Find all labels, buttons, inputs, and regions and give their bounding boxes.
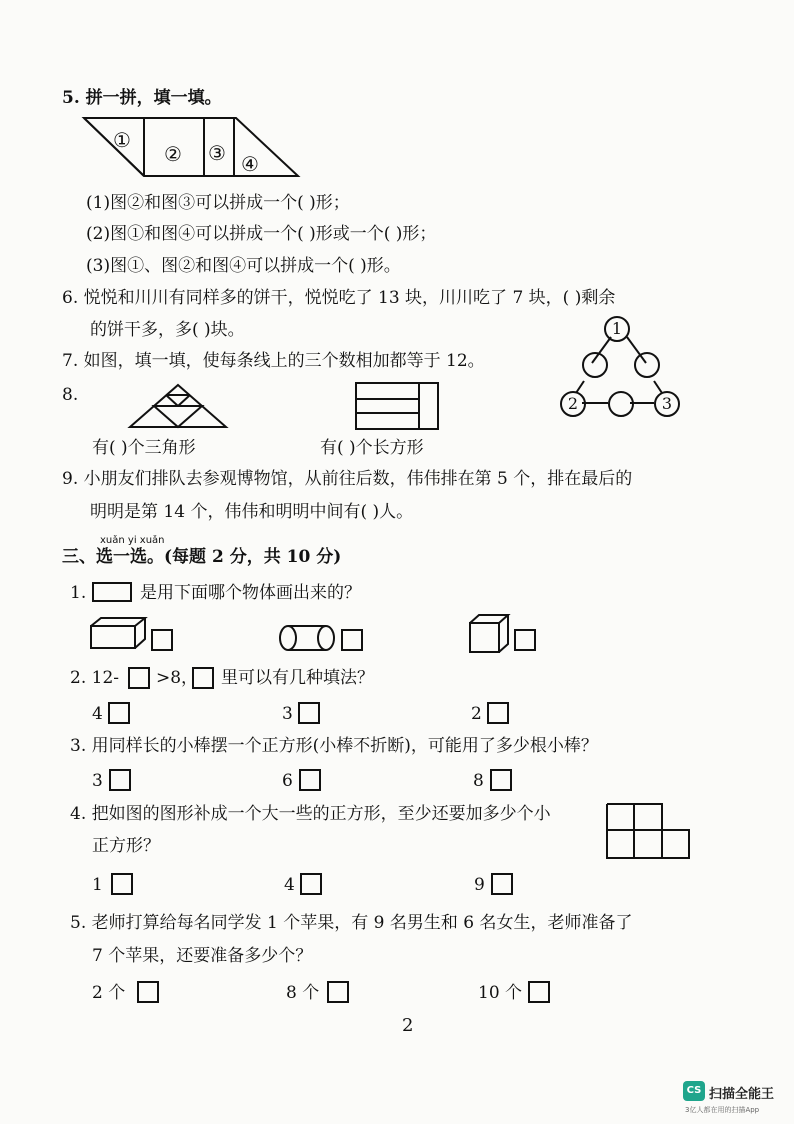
cuboid-icon	[90, 617, 146, 649]
s1-choice-cylinder[interactable]	[341, 629, 363, 651]
s2-option-b-checkbox[interactable]	[298, 702, 320, 724]
q5-title: 5. 拼一拼，填一填。	[62, 88, 222, 108]
s5-option-a-checkbox[interactable]	[137, 981, 159, 1003]
q7-line: 7. 如图，填一填，使每条线上的三个数相加都等于 12。	[62, 351, 485, 371]
q6-line1: 6. 悦悦和川川有同样多的饼干，悦悦吃了 13 块，川川吃了 7 块，( )剩余	[62, 288, 616, 308]
s1-choice-cuboid[interactable]	[151, 629, 173, 651]
s4-option-c-checkbox[interactable]	[491, 873, 513, 895]
s2-option-b-label: 3	[282, 704, 293, 724]
s4-grid-figure	[606, 803, 690, 859]
s3-option-b-checkbox[interactable]	[299, 769, 321, 791]
s2-blank-box-2	[192, 667, 214, 689]
s4-option-c-label: 9	[474, 875, 485, 895]
s3-option-c-label: 8	[473, 771, 484, 791]
cylinder-icon	[278, 624, 336, 652]
q5-line1: (1)图②和图③可以拼成一个( )形；	[86, 193, 350, 213]
cube-icon	[469, 614, 509, 654]
q7-node-right-mid[interactable]	[634, 352, 660, 378]
s2-option-a-checkbox[interactable]	[108, 702, 130, 724]
s3-option-c-checkbox[interactable]	[490, 769, 512, 791]
s2-option-c-label: 2	[471, 704, 482, 724]
q7-node-top[interactable]: 1	[604, 316, 630, 342]
q7-node-bottom-right[interactable]: 3	[654, 391, 680, 417]
s1-rectangle-figure	[92, 582, 132, 602]
q8-rectangle-answer: 有( )个长方形	[320, 438, 424, 458]
s5-option-a-label: 2 个	[92, 983, 126, 1003]
q7-node-bottom-left[interactable]: 2	[560, 391, 586, 417]
s4-line2: 正方形？	[92, 836, 160, 856]
s1-number: 1.	[70, 583, 87, 603]
camscanner-slogan: 3亿人都在用的扫描App	[685, 1106, 760, 1114]
s4-option-b-label: 4	[284, 875, 295, 895]
camscanner-name: 扫描全能王	[709, 1087, 775, 1102]
s1-choice-cube[interactable]	[514, 629, 536, 651]
shape-label-1: ①	[113, 128, 131, 152]
section3-pinyin: xuǎn yi xuǎn	[100, 535, 165, 546]
s2-option-c-checkbox[interactable]	[487, 702, 509, 724]
q8-number: 8.	[62, 385, 79, 405]
camscanner-watermark	[683, 1081, 793, 1117]
section3-title: 三、选一选。(每题 2 分，共 10 分)	[62, 547, 342, 567]
q7-node-left-mid[interactable]	[582, 352, 608, 378]
s1-text: 是用下面哪个物体画出来的？	[140, 583, 361, 603]
s2-option-a-label: 4	[92, 704, 103, 724]
q9-line1: 9. 小朋友们排队去参观博物馆，从前往后数，伟伟排在第 5 个，排在最后的	[62, 469, 633, 489]
q5-line2: (2)图①和图④可以拼成一个( )形或一个( )形；	[86, 224, 437, 244]
s5-option-b-checkbox[interactable]	[327, 981, 349, 1003]
s5-option-b-label: 8 个	[286, 983, 320, 1003]
q8-triangle-answer: 有( )个三角形	[92, 438, 196, 458]
s4-option-a-checkbox[interactable]	[111, 873, 133, 895]
q8-triangle-figure	[128, 383, 228, 429]
s4-option-a-label: 1	[92, 875, 103, 895]
s4-line1: 4. 把如图的图形补成一个大一些的正方形，至少还要加多少个小	[70, 804, 551, 824]
shape-label-2: ②	[164, 142, 182, 166]
s2-middle: >8，	[156, 668, 199, 688]
page-number: 2	[402, 1015, 414, 1036]
q9-line2: 明明是第 14 个，伟伟和明明中间有( )人。	[90, 502, 414, 522]
q6-line2: 的饼干多，多( )块。	[90, 320, 245, 340]
s2-prefix: 2. 12-	[70, 668, 119, 688]
s2-suffix: 里可以有几种填法？	[221, 668, 374, 688]
s5-line2: 7 个苹果，还要准备多少个？	[92, 946, 313, 966]
q7-node-bottom-mid[interactable]	[608, 391, 634, 417]
s2-blank-box	[128, 667, 150, 689]
camscanner-logo-icon: CS	[683, 1081, 705, 1101]
s3-option-a-checkbox[interactable]	[109, 769, 131, 791]
s3-text: 3. 用同样长的小棒摆一个正方形(小棒不折断)，可能用了多少根小棒？	[70, 736, 598, 756]
shape-label-4: ④	[241, 152, 259, 176]
q8-rectangle-figure	[355, 382, 439, 430]
shape-label-3: ③	[208, 141, 226, 165]
q5-line3: (3)图①、图②和图④可以拼成一个( )形。	[86, 256, 401, 276]
s3-option-a-label: 3	[92, 771, 103, 791]
s4-option-b-checkbox[interactable]	[300, 873, 322, 895]
s5-line1: 5. 老师打算给每名同学发 1 个苹果，有 9 名男生和 6 名女生，老师准备了	[70, 913, 633, 933]
s3-option-b-label: 6	[282, 771, 293, 791]
s5-option-c-checkbox[interactable]	[528, 981, 550, 1003]
s5-option-c-label: 10 个	[478, 983, 523, 1003]
